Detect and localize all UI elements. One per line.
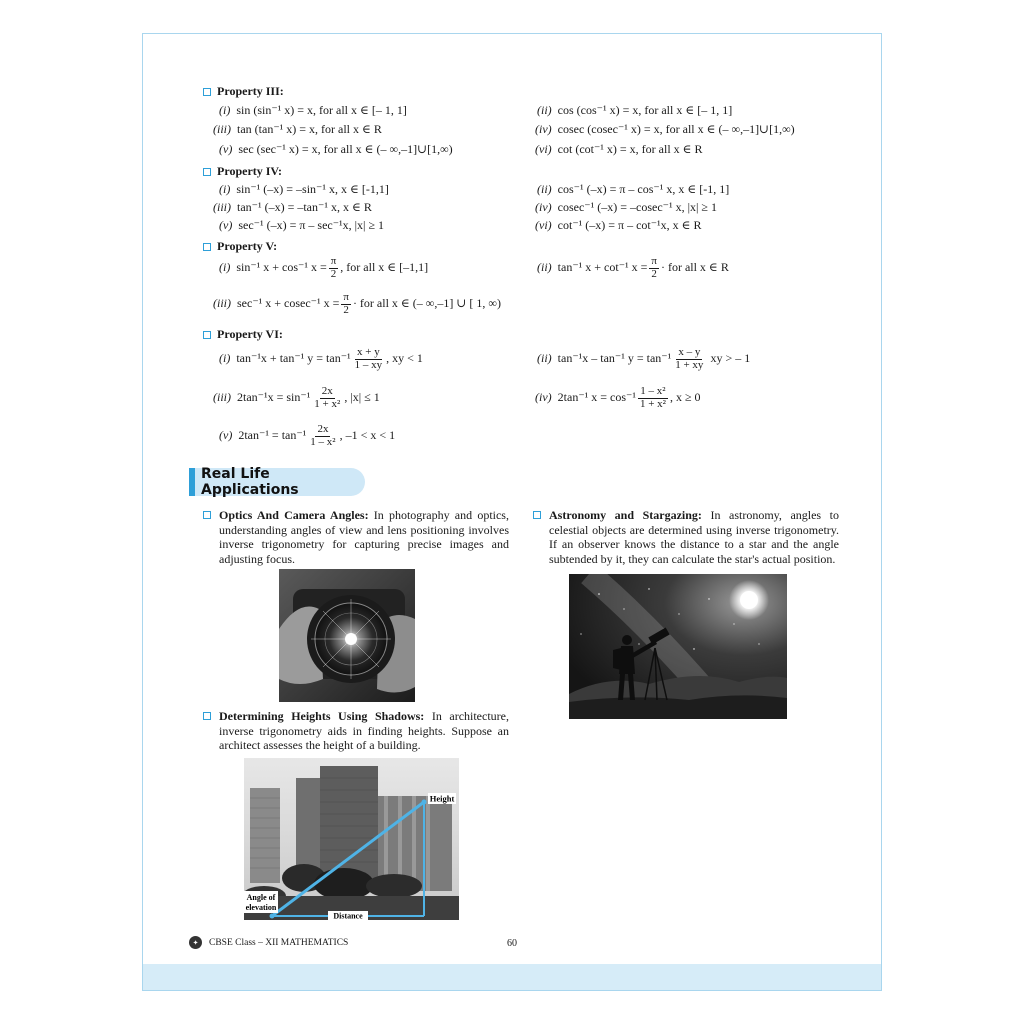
prop3-row3-left: (v) sec (sec⁻¹ x) = x, for all x ∈ (– ∞,–1]∪[1,∞) [219, 142, 453, 156]
prop4-row3-right: (vi) cot⁻¹ (–x) = π – cot⁻¹x, x ∈ R [535, 218, 702, 232]
property-5-heading: Property V: [203, 239, 277, 254]
page-number: 60 [507, 938, 517, 949]
prop3-row1-left: (i) sin (sin⁻¹ x) = x, for all x ∈ [– 1, 1] [219, 103, 407, 117]
textbook-page [142, 33, 882, 991]
page-bottom-band [143, 964, 881, 990]
publisher-logo-icon: ✦ [189, 936, 202, 949]
checkbox-bullet-icon [203, 331, 211, 339]
prop4-row2-left: (iii) tan⁻¹ (–x) = –tan⁻¹ x, x ∈ R [213, 200, 372, 214]
checkbox-bullet-icon [203, 712, 211, 720]
heights-paragraph: Determining Heights Using Shadows: In architecture, inverse trigonometry aids in finding heights. Suppose an architect assesses the height of a building. [219, 709, 509, 753]
prop6-i: (i) tan⁻¹x + tan⁻¹ y = tan⁻¹ $\frac{x + y}{1 - xy}$ , xy < 1 [219, 346, 423, 371]
prop5-i: (i) sin⁻¹ x + cos⁻¹ x = $\frac{\pi}{2}$ , for all x ∈ [–1,1] [219, 255, 429, 280]
prop4-row1-left: (i) sin⁻¹ (–x) = –sin⁻¹ x, x ∈ [-1,1] [219, 182, 389, 196]
checkbox-bullet-icon [203, 511, 211, 519]
section-title: Real Life Applications [201, 466, 299, 498]
checkbox-bullet-icon [533, 511, 541, 519]
astronomy-paragraph: Astronomy and Stargazing: In astronomy, angles to celestial objects are determined using inverse trigonometry. If an observer knows the distance to a star and the angle subtended by it, they can calculate the star's actual position. [549, 508, 839, 566]
distance-label: Distance [333, 911, 363, 920]
prop4-row3-left: (v) sec⁻¹ (–x) = π – sec⁻¹x, |x| ≥ 1 [219, 218, 385, 232]
property-6-heading: Property VI: [203, 327, 283, 342]
prop3-row3-right: (vi) cot (cot⁻¹ x) = x, for all x ∈ R [535, 142, 703, 156]
prop4-row1-right: (ii) cos⁻¹ (–x) = π – cos⁻¹ x, x ∈ [-1, 1] [537, 182, 730, 196]
prop3-row2-right: (iv) cosec (cosec⁻¹ x) = x, for all x ∈ (– ∞,–1]∪[1,∞) [535, 122, 795, 136]
prop6-ii: (ii) tan⁻¹x – tan⁻¹ y = tan⁻¹ $\frac{x - y}{1 + xy}$ xy > – 1 [537, 346, 751, 371]
height-label: Height [429, 793, 455, 804]
prop5-iii: (iii) sec⁻¹ x + cosec⁻¹ x = $\frac{\pi}{2}$ · for all x ∈ (– ∞,–1] ∪ [ 1, ∞) [213, 291, 501, 316]
camera-photo [279, 569, 415, 702]
checkbox-bullet-icon [203, 168, 211, 176]
prop6-iv: (iv) 2tan⁻¹ x = cos⁻¹ $\frac{\text{1 – x²}}{\text{1 + x²}}$ , x ≥ 0 [535, 385, 701, 410]
stargazing-photo [569, 574, 787, 719]
optics-paragraph: Optics And Camera Angles: In photography and optics, understanding angles of view and lens positioning involves inverse trigonometry for capturing precise images and adjusting focus. [219, 508, 509, 566]
footer-title: CBSE Class – XII MATHEMATICS [209, 938, 349, 948]
prop3-row1-right: (ii) cos (cos⁻¹ x) = x, for all x ∈ [– 1, 1] [537, 103, 733, 117]
prop4-row2-right: (iv) cosec⁻¹ (–x) = –cosec⁻¹ x, |x| ≥ 1 [535, 200, 717, 214]
prop6-v: (v) 2tan⁻¹ = tan⁻¹ $\frac{2x}{\text{1 – x²}}$ , –1 < x < 1 [219, 423, 396, 448]
prop6-iii: (iii) 2tan⁻¹x = sin⁻¹ $\frac{2x}{\text{1 + x²}}$ , |x| ≤ 1 [213, 385, 380, 410]
building-height-diagram [244, 758, 459, 920]
property-3-heading: Property III: [203, 84, 284, 99]
prop3-row2-left: (iii) tan (tan⁻¹ x) = x, for all x ∈ R [213, 122, 382, 136]
checkbox-bullet-icon [203, 88, 211, 96]
property-4-heading: Property IV: [203, 164, 282, 179]
angle-label-line1: Angle of [246, 893, 276, 902]
angle-label-line2: elevation [245, 903, 277, 912]
checkbox-bullet-icon [203, 243, 211, 251]
prop5-ii: (ii) tan⁻¹ x + cot⁻¹ x = $\frac{\pi}{2}$ · for all x ∈ R [537, 255, 729, 280]
section-banner [189, 468, 365, 496]
